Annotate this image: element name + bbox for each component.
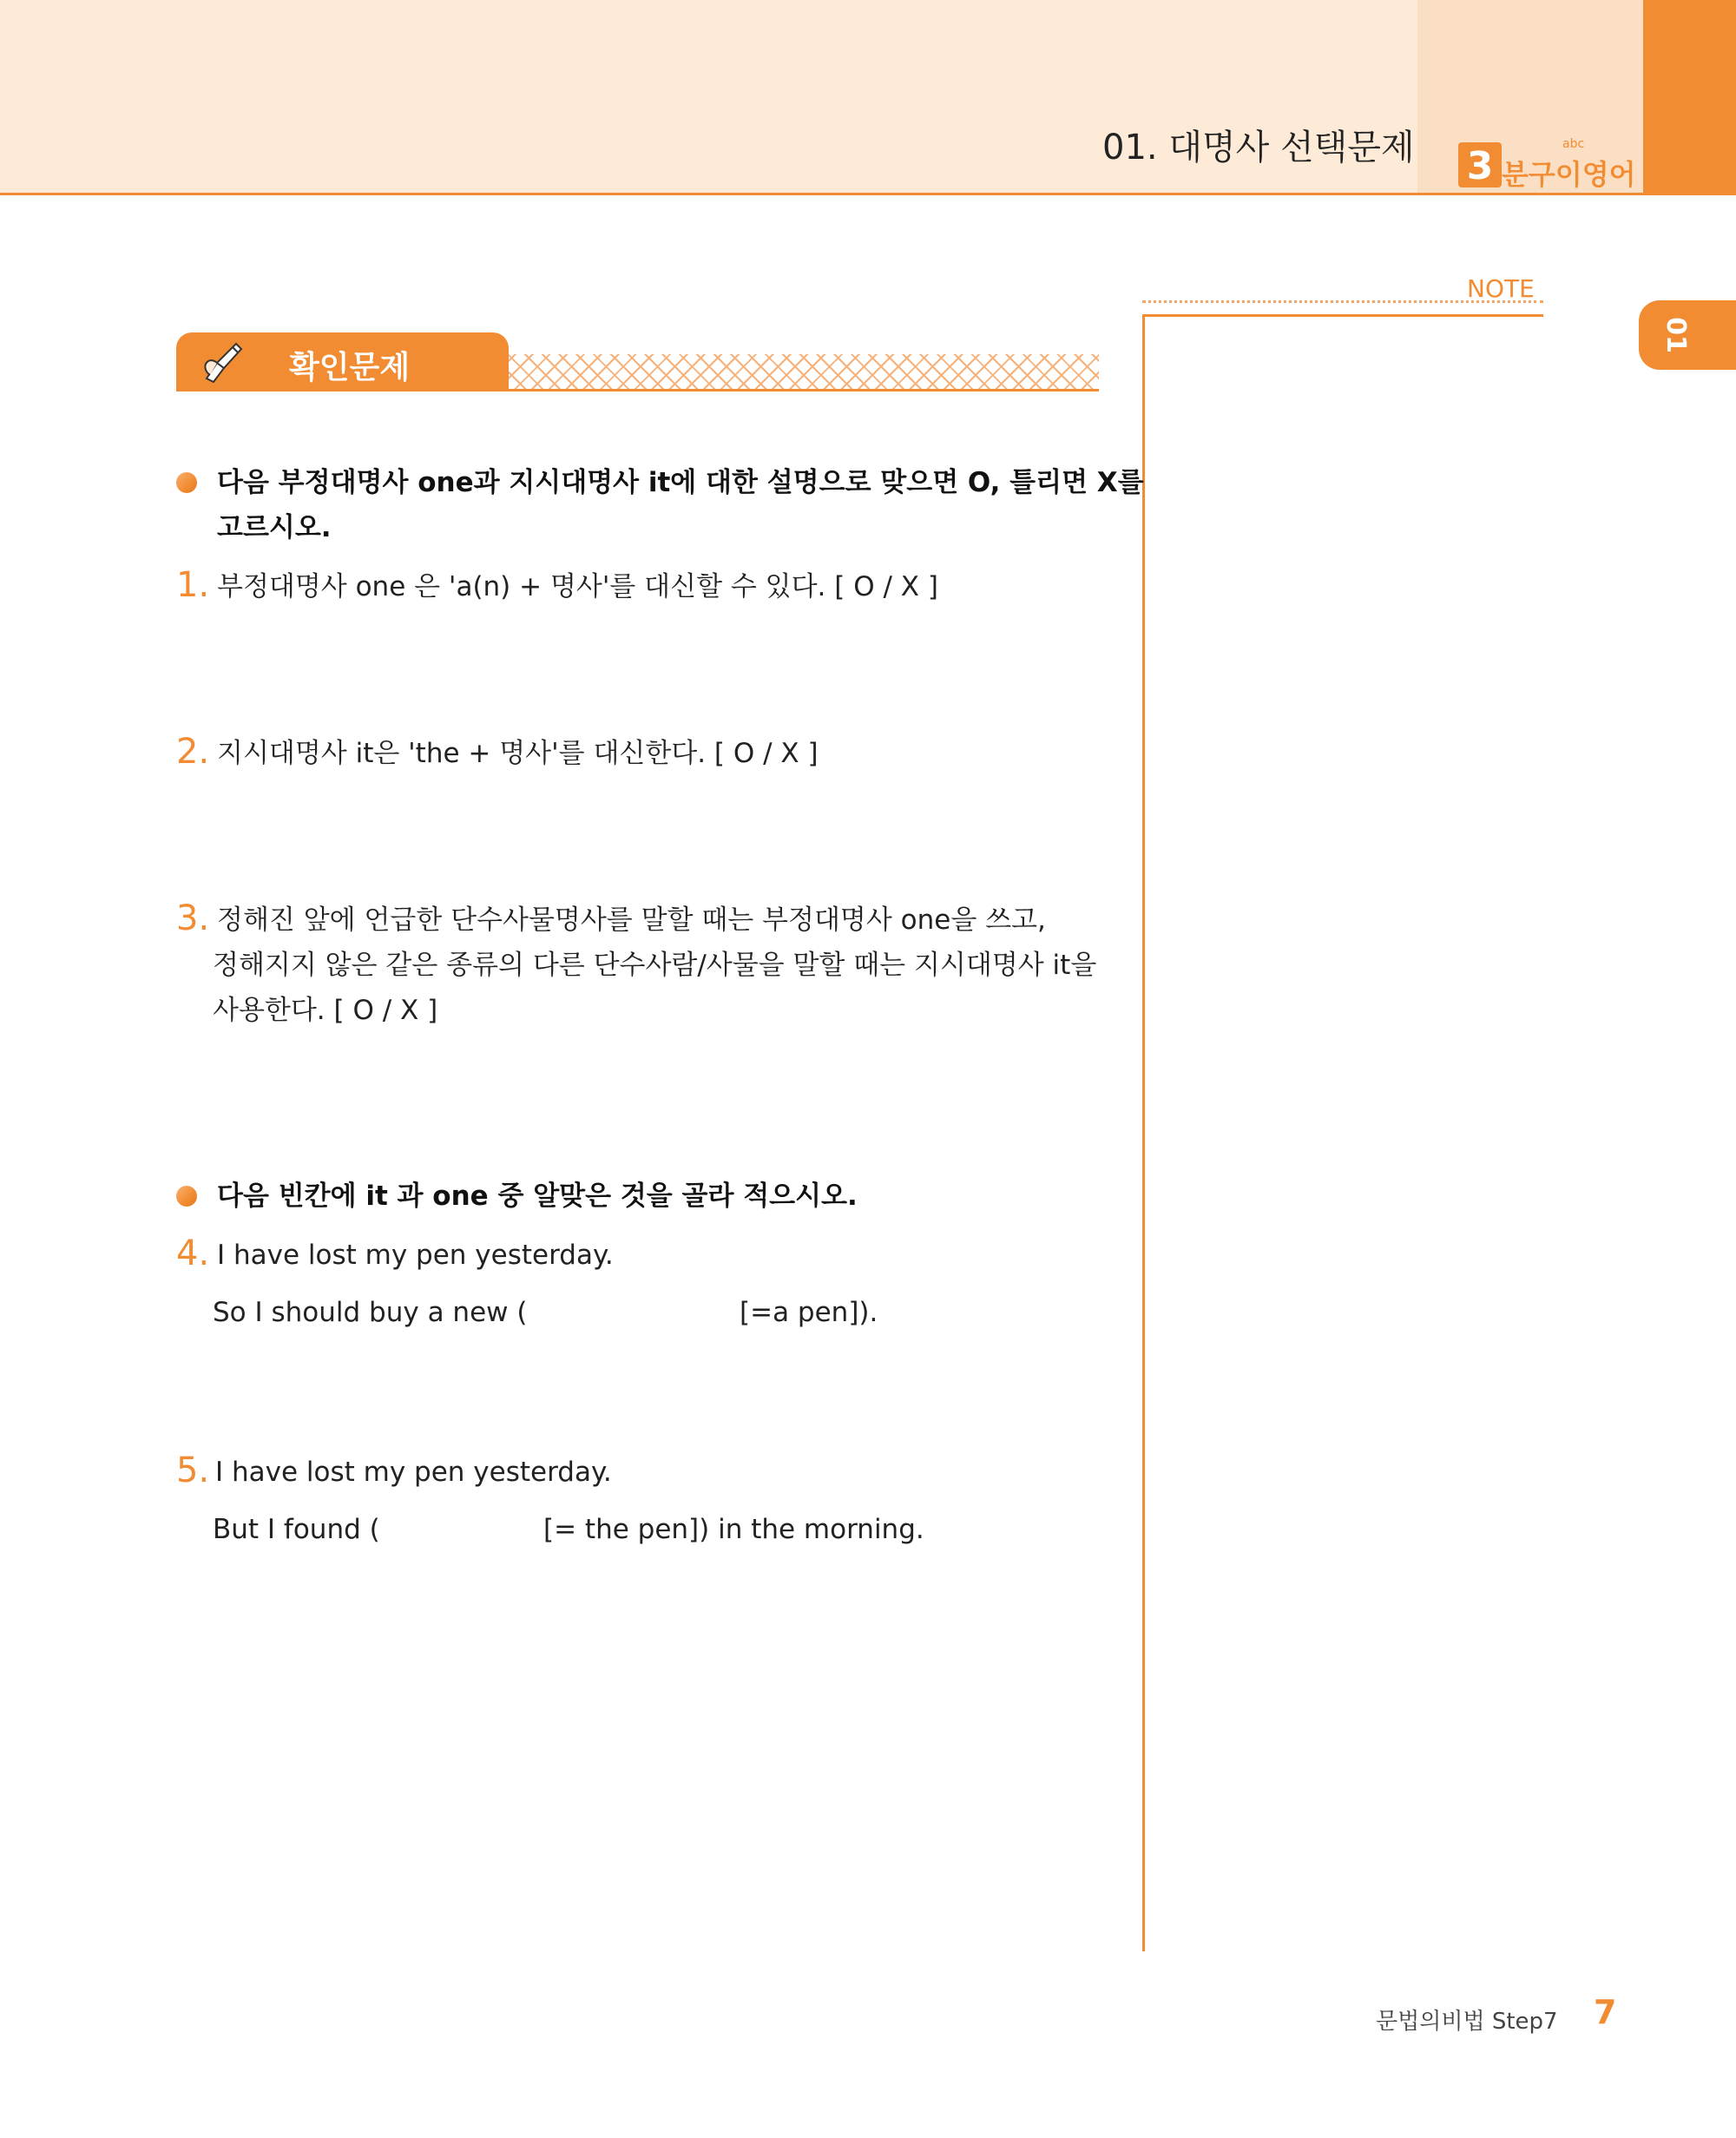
question-3-line-3: 사용한다. [ O / X ] — [213, 995, 438, 1026]
page-number: 7 — [1594, 1993, 1617, 2031]
note-label: NOTE — [1467, 274, 1535, 303]
note-box-left-border — [1142, 314, 1145, 1951]
instruction-bullet-1 — [176, 472, 197, 493]
instruction-1-line-2: 고르시오. — [217, 512, 332, 543]
instruction-2: 다음 빈칸에 it 과 one 중 알맞은 것을 골라 적으시오. — [217, 1181, 858, 1212]
question-5-line-2-after: [= the pen]) in the morning. — [543, 1514, 924, 1545]
question-3-number: 3. — [176, 898, 210, 938]
question-4-line-2-before: So I should buy a new ( — [213, 1297, 528, 1328]
question-1-number: 1. — [176, 565, 210, 605]
brand-logo — [1458, 137, 1636, 193]
question-4-number: 4. — [176, 1233, 210, 1273]
logo-small-text: abc — [1562, 137, 1585, 151]
question-4-line-1: I have lost my pen yesterday. — [217, 1240, 614, 1271]
question-2-text: 지시대명사 it은 'the + 명사'를 대신한다. [ O / X ] — [217, 738, 819, 769]
logo-number: 3 — [1466, 144, 1494, 188]
question-5-line-1: I have lost my pen yesterday. — [215, 1457, 612, 1488]
question-2-number: 2. — [176, 732, 210, 772]
question-4-line-2-after: [=a pen]). — [740, 1297, 878, 1328]
header-rule — [0, 193, 1643, 195]
note-dotted-rule — [1142, 300, 1543, 303]
chapter-title: 01. 대명사 선택문제 — [1102, 128, 1415, 168]
logo-text: 분구이영어 — [1502, 158, 1636, 191]
question-1-text: 부정대명사 one 은 'a(n) + 명사'를 대신할 수 있다. [ O / X ] — [217, 571, 938, 602]
header-accent-strip — [1643, 0, 1736, 195]
section-title: 확인문제 — [289, 350, 411, 385]
chapter-side-tab-label: 01 — [1660, 317, 1692, 353]
note-box-top-border — [1142, 314, 1543, 317]
section-crosshatch-pattern — [509, 354, 1099, 391]
question-5-line-2-before: But I found ( — [213, 1514, 380, 1545]
question-5-number: 5. — [176, 1451, 210, 1490]
footer-book-title: 문법의비법 Step7 — [1376, 2009, 1558, 2035]
instruction-bullet-2 — [176, 1186, 197, 1207]
section-base-rule — [176, 389, 1099, 391]
question-3-line-1: 정해진 앞에 언급한 단수사물명사를 말할 때는 부정대명사 one을 쓰고, — [217, 905, 1046, 936]
question-3-line-2: 정해지지 않은 같은 종류의 다른 단수사람/사물을 말할 때는 지시대명사 it을 — [213, 950, 1097, 981]
pencil-hand-icon — [198, 337, 248, 387]
instruction-1-line-1: 다음 부정대명사 one과 지시대명사 it에 대한 설명으로 맞으면 O, 틀리면 X를 — [217, 467, 1144, 498]
